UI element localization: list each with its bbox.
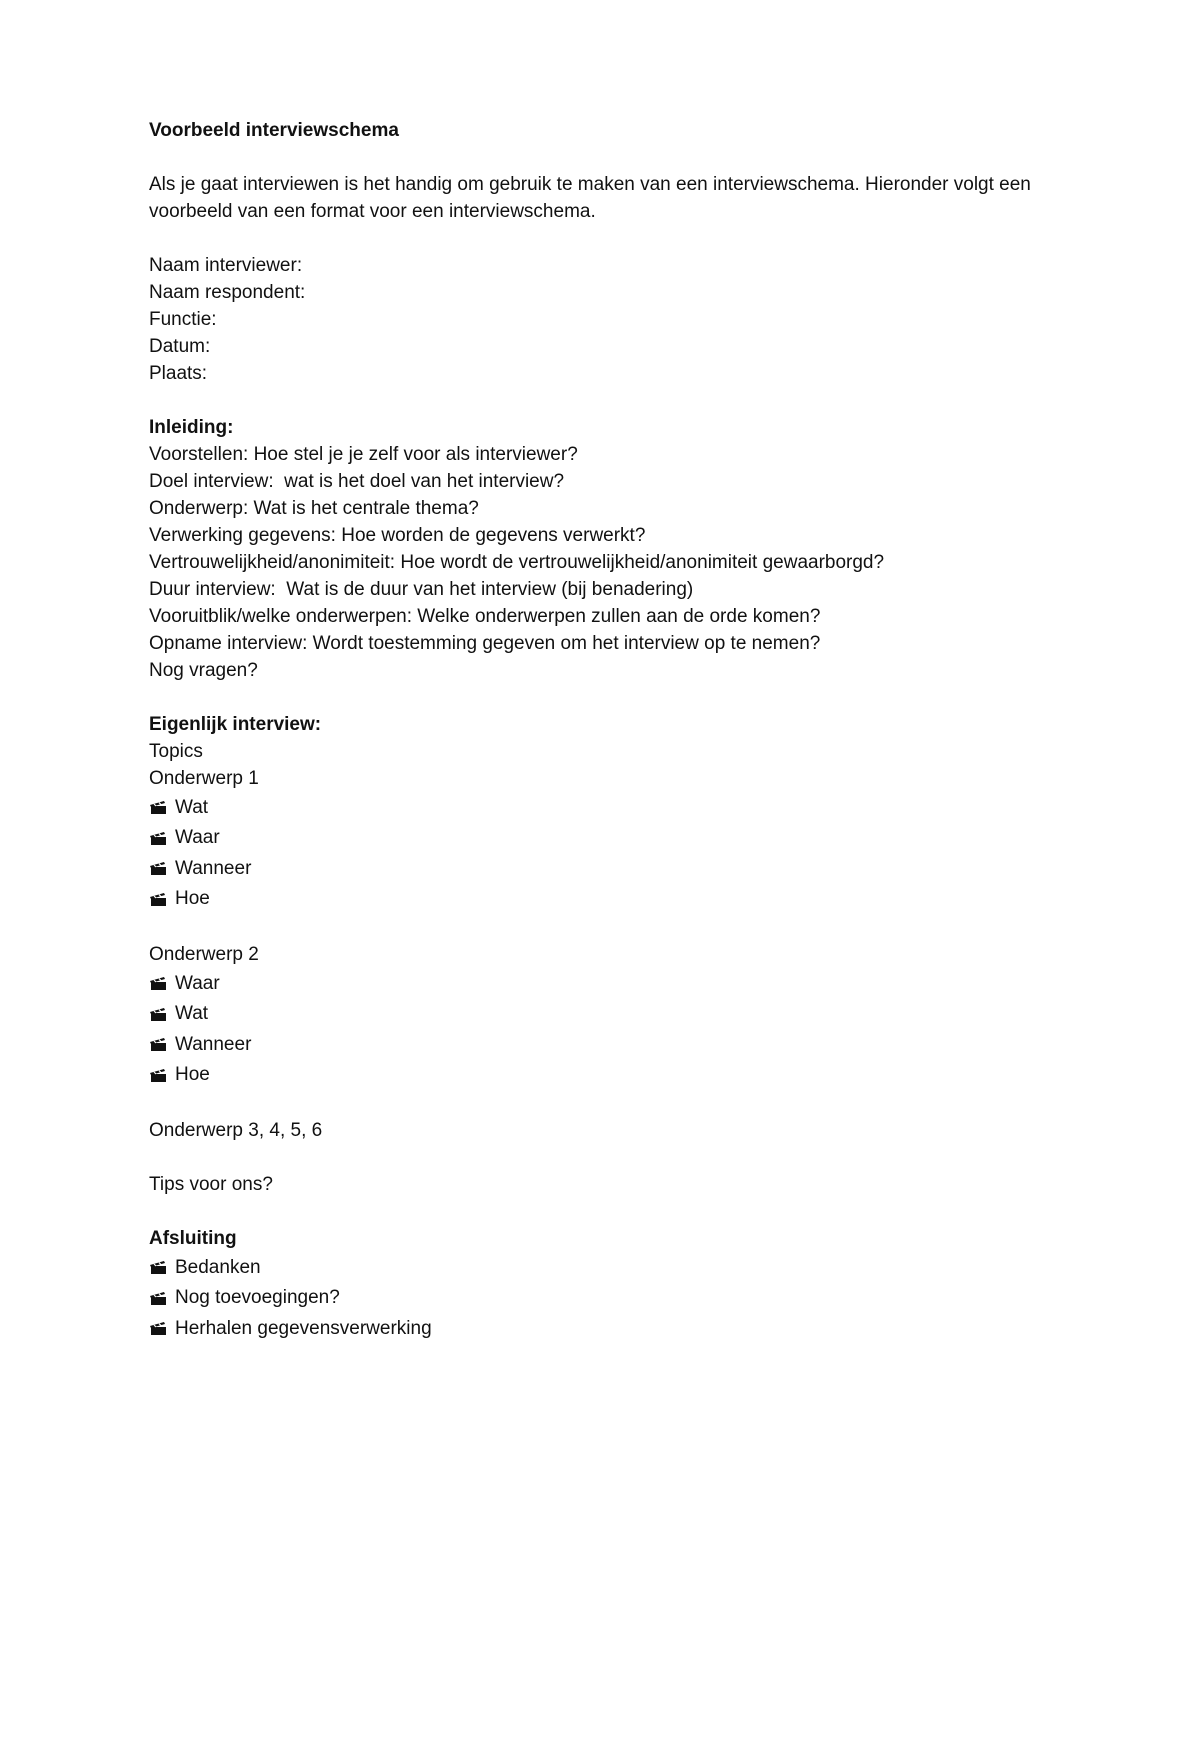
list-item-label: Wanneer — [175, 857, 252, 879]
onderwerp-1-list — [149, 792, 1109, 914]
list-item — [149, 853, 1109, 884]
list-item-label: Herhalen gegevensverwerking — [175, 1317, 432, 1339]
list-item-label: Wanneer — [175, 1033, 252, 1055]
document-page — [149, 117, 1109, 1344]
tips-label: Tips voor ons? — [149, 1174, 273, 1195]
clapperboard-icon — [149, 830, 167, 846]
list-item — [149, 1313, 1109, 1344]
list-item-label: Bedanken — [175, 1256, 261, 1278]
list-item-label: Nog toevoegingen? — [175, 1287, 340, 1309]
inleiding-line: Voorstellen: Hoe stel je je zelf voor als interviewer? — [149, 444, 578, 465]
document-title: Voorbeeld interviewschema — [149, 120, 399, 141]
list-item — [149, 968, 1109, 999]
onderwerp-rest-label: Onderwerp 3, 4, 5, 6 — [149, 1120, 323, 1141]
field-functie: Functie: — [149, 309, 217, 330]
field-datum: Datum: — [149, 336, 211, 357]
inleiding-line: Verwerking gegevens: Hoe worden de gegevens verwerkt? — [149, 525, 646, 546]
clapperboard-icon — [149, 799, 167, 815]
section-heading-inleiding: Inleiding: — [149, 417, 234, 438]
list-item — [149, 1252, 1109, 1283]
inleiding-line: Opname interview: Wordt toestemming gegeven om het interview op te nemen? — [149, 633, 821, 654]
spacer — [149, 1090, 1109, 1117]
inleiding-line: Vertrouwelijkheid/anonimiteit: Hoe wordt de vertrouwelijkheid/anonimiteit gewaarborgd? — [149, 552, 885, 573]
intro-paragraph: Als je gaat interviewen is het handig om gebruik te maken van een interviewschema. Hieronder volgt een voorbeeld van een format voor een interviewschema. — [149, 174, 1031, 222]
spacer — [149, 1198, 1109, 1225]
inleiding-line: Doel interview: wat is het doel van het interview? — [149, 471, 565, 492]
list-item-label: Wat — [175, 1003, 209, 1025]
section-heading-afsluiting: Afsluiting — [149, 1228, 237, 1249]
inleiding-line: Onderwerp: Wat is het centrale thema? — [149, 498, 479, 519]
inleiding-line: Vooruitblik/welke onderwerpen: Welke onderwerpen zullen aan de orde komen? — [149, 606, 821, 627]
list-item — [149, 1283, 1109, 1314]
list-item — [149, 884, 1109, 915]
list-item — [149, 823, 1109, 854]
spacer — [149, 1144, 1109, 1171]
clapperboard-icon — [149, 860, 167, 876]
clapperboard-icon — [149, 1036, 167, 1052]
clapperboard-icon — [149, 1067, 167, 1083]
list-item — [149, 999, 1109, 1030]
section-heading-eigenlijk: Eigenlijk interview: — [149, 714, 322, 735]
list-item-label: Wat — [175, 796, 209, 818]
list-item-label: Waar — [175, 972, 220, 994]
field-naam-respondent: Naam respondent: — [149, 282, 306, 303]
onderwerp-2-label: Onderwerp 2 — [149, 944, 259, 965]
list-item-label: Waar — [175, 827, 220, 849]
clapperboard-icon — [149, 1320, 167, 1336]
list-item-label: Hoe — [175, 1064, 210, 1086]
list-item — [149, 1060, 1109, 1091]
spacer — [149, 387, 1109, 414]
spacer — [149, 684, 1109, 711]
onderwerp-1-label: Onderwerp 1 — [149, 768, 259, 789]
spacer — [149, 144, 1109, 171]
clapperboard-icon — [149, 1006, 167, 1022]
topics-label: Topics — [149, 741, 203, 762]
list-item — [149, 792, 1109, 823]
spacer — [149, 225, 1109, 252]
list-item — [149, 1029, 1109, 1060]
list-item-label: Hoe — [175, 888, 210, 910]
clapperboard-icon — [149, 975, 167, 991]
inleiding-line: Nog vragen? — [149, 660, 258, 681]
afsluiting-list — [149, 1252, 1109, 1344]
clapperboard-icon — [149, 1259, 167, 1275]
field-naam-interviewer: Naam interviewer: — [149, 255, 303, 276]
clapperboard-icon — [149, 1290, 167, 1306]
inleiding-line: Duur interview: Wat is de duur van het interview (bij benadering) — [149, 579, 694, 600]
onderwerp-2-list — [149, 968, 1109, 1090]
field-plaats: Plaats: — [149, 363, 208, 384]
spacer — [149, 914, 1109, 941]
clapperboard-icon — [149, 891, 167, 907]
